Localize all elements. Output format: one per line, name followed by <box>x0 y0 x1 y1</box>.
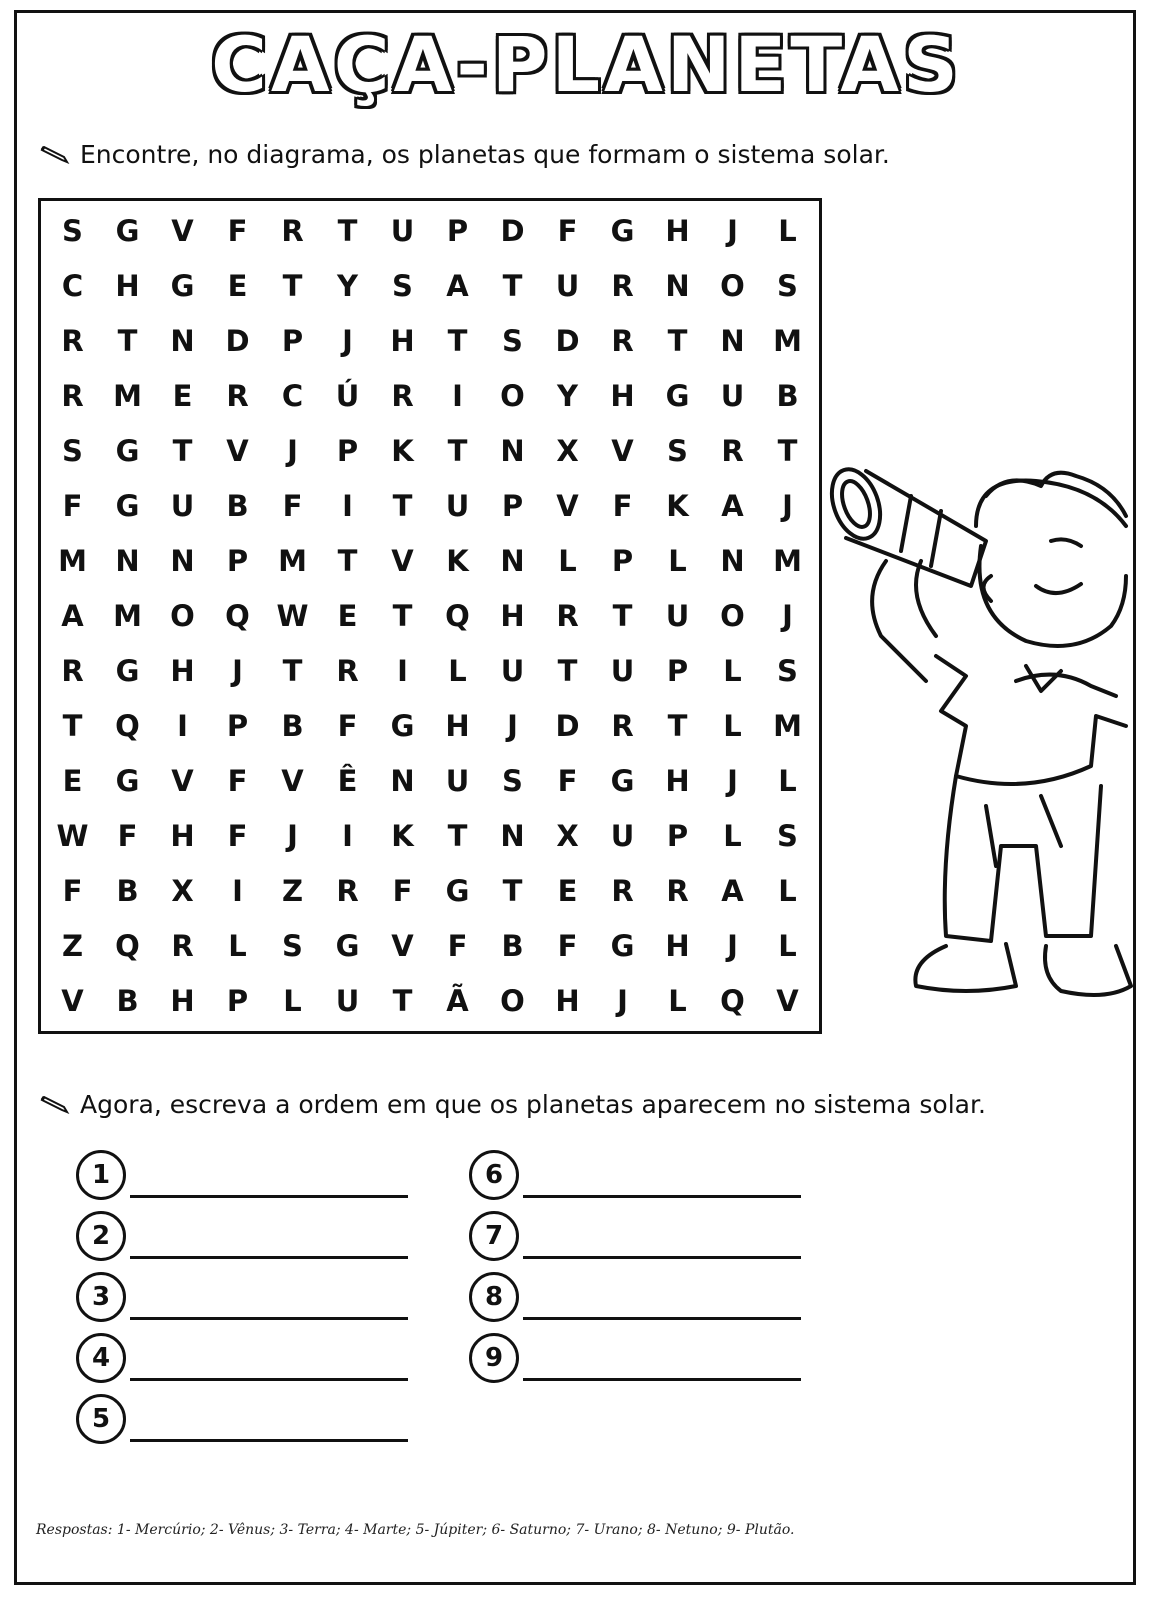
grid-letter[interactable]: V <box>776 984 799 1019</box>
grid-letter[interactable]: V <box>611 433 634 468</box>
grid-letter[interactable]: D <box>225 323 250 358</box>
grid-letter[interactable]: R <box>61 323 84 358</box>
grid-letter[interactable]: U <box>335 984 360 1019</box>
grid-letter[interactable]: G <box>610 929 635 964</box>
grid-letter[interactable]: O <box>500 984 525 1019</box>
grid-letter[interactable]: H <box>170 654 195 689</box>
grid-letter[interactable]: G <box>335 929 360 964</box>
grid-letter[interactable]: I <box>177 709 188 744</box>
grid-letter[interactable]: H <box>665 764 690 799</box>
grid-letter[interactable]: K <box>391 433 414 468</box>
grid-letter[interactable]: S <box>392 268 413 303</box>
grid-letter[interactable]: M <box>773 323 802 358</box>
grid-letter[interactable]: R <box>556 598 579 633</box>
grid-letter[interactable]: H <box>500 598 525 633</box>
grid-letter[interactable]: F <box>337 709 358 744</box>
grid-letter[interactable]: S <box>62 213 83 248</box>
boy-with-telescope-illustration <box>826 466 1136 1031</box>
grid-letter[interactable]: T <box>447 323 468 358</box>
answer-slot-8 <box>469 1272 801 1322</box>
answer-slot-4 <box>76 1333 408 1383</box>
grid-letter[interactable]: J <box>507 709 518 744</box>
grid-letter[interactable]: P <box>281 323 304 358</box>
grid-letter[interactable]: Q <box>445 598 470 633</box>
answer-line[interactable] <box>523 1256 801 1259</box>
grid-letter[interactable]: J <box>782 488 793 523</box>
grid-letter[interactable]: F <box>227 213 248 248</box>
grid-letter[interactable]: E <box>557 874 578 909</box>
grid-letter[interactable]: O <box>500 378 525 413</box>
grid-letter[interactable]: E <box>227 268 248 303</box>
grid-letter[interactable]: G <box>610 764 635 799</box>
grid-letter[interactable]: H <box>555 984 580 1019</box>
grid-letter[interactable]: C <box>61 268 84 303</box>
grid-letter[interactable]: A <box>721 488 744 523</box>
answer-line[interactable] <box>130 1439 408 1442</box>
grid-letter[interactable]: P <box>336 433 359 468</box>
grid-letter[interactable]: R <box>281 213 304 248</box>
grid-letter[interactable]: T <box>502 268 523 303</box>
grid-letter[interactable]: T <box>502 874 523 909</box>
grid-letter[interactable]: S <box>777 819 798 854</box>
grid-letter[interactable]: V <box>281 764 304 799</box>
grid-letter[interactable]: F <box>62 874 83 909</box>
grid-letter[interactable]: D <box>555 709 580 744</box>
grid-letter[interactable]: A <box>446 268 469 303</box>
grid-letter[interactable]: T <box>282 654 303 689</box>
grid-letter[interactable]: L <box>668 543 687 578</box>
grid-letter[interactable]: S <box>502 764 523 799</box>
grid-letter[interactable]: G <box>115 433 140 468</box>
grid-letter[interactable]: R <box>61 654 84 689</box>
grid-letter[interactable]: I <box>397 654 408 689</box>
answer-slot-1 <box>76 1150 408 1200</box>
grid-letter[interactable]: H <box>170 984 195 1019</box>
grid-letter[interactable]: H <box>390 323 415 358</box>
grid-letter[interactable]: U <box>555 268 580 303</box>
grid-letter[interactable]: T <box>172 433 193 468</box>
answer-slot-5 <box>76 1394 408 1444</box>
grid-letter[interactable]: N <box>170 323 195 358</box>
answer-number-badge: 8 <box>469 1272 519 1322</box>
grid-letter[interactable]: S <box>777 654 798 689</box>
answer-number-badge: 2 <box>76 1211 126 1261</box>
grid-letter[interactable]: U <box>500 654 525 689</box>
answer-number-badge: 4 <box>76 1333 126 1383</box>
grid-letter[interactable]: J <box>342 323 353 358</box>
grid-letter[interactable]: H <box>115 268 140 303</box>
grid-letter[interactable]: J <box>617 984 628 1019</box>
grid-letter[interactable]: R <box>171 929 194 964</box>
grid-letter[interactable]: T <box>117 323 138 358</box>
grid-letter[interactable]: K <box>446 543 469 578</box>
grid-letter[interactable]: G <box>115 488 140 523</box>
grid-letter[interactable]: I <box>452 378 463 413</box>
grid-letter[interactable]: F <box>557 764 578 799</box>
grid-letter[interactable]: J <box>287 433 298 468</box>
grid-letter[interactable]: E <box>172 378 193 413</box>
answer-slot-9 <box>469 1333 801 1383</box>
grid-letter[interactable]: Q <box>225 598 250 633</box>
instruction-order <box>40 1090 986 1119</box>
grid-letter[interactable]: Ê <box>337 764 358 799</box>
grid-letter[interactable]: S <box>62 433 83 468</box>
grid-letter[interactable]: P <box>226 984 249 1019</box>
grid-letter[interactable]: V <box>556 488 579 523</box>
answer-key-footer: Respostas: 1- Mercúrio; 2- Vênus; 3- Terra; 4- Marte; 5- Júpiter; 6- Saturno; 7- Urano; 8- Netuno; 9- Plutão. <box>36 1522 795 1538</box>
word-search-grid <box>38 198 822 1034</box>
grid-letter[interactable]: U <box>610 654 635 689</box>
grid-letter[interactable]: N <box>665 268 690 303</box>
grid-letter[interactable]: T <box>392 984 413 1019</box>
grid-letter[interactable]: L <box>723 654 742 689</box>
grid-letter[interactable]: S <box>502 323 523 358</box>
grid-letter[interactable]: B <box>226 488 249 523</box>
answer-number-badge: 3 <box>76 1272 126 1322</box>
grid-letter[interactable]: G <box>445 874 470 909</box>
page-title: CAÇA-PLANETAS <box>211 20 962 109</box>
grid-letter[interactable]: U <box>720 378 745 413</box>
grid-letter[interactable]: Q <box>115 929 140 964</box>
answer-slot-3 <box>76 1272 408 1322</box>
grid-letter[interactable]: A <box>721 874 744 909</box>
grid-letter[interactable]: V <box>226 433 249 468</box>
answer-line[interactable] <box>130 1317 408 1320</box>
grid-letter[interactable]: O <box>720 598 745 633</box>
grid-letter[interactable]: D <box>500 213 525 248</box>
grid-letter[interactable]: G <box>390 709 415 744</box>
grid-letter[interactable]: B <box>501 929 524 964</box>
grid-letter[interactable]: R <box>611 874 634 909</box>
grid-letter[interactable]: T <box>392 598 413 633</box>
instruction-find-text: Encontre, no diagrama, os planetas que formam o sistema solar. <box>80 140 890 169</box>
grid-letter[interactable]: L <box>723 819 742 854</box>
grid-letter[interactable]: L <box>778 764 797 799</box>
grid-letter[interactable]: E <box>62 764 83 799</box>
grid-letter[interactable]: V <box>171 213 194 248</box>
grid-letter[interactable]: N <box>720 543 745 578</box>
grid-letter[interactable]: U <box>390 213 415 248</box>
grid-letter[interactable]: L <box>668 984 687 1019</box>
grid-letter[interactable]: V <box>391 543 414 578</box>
answer-number-badge: 5 <box>76 1394 126 1444</box>
grid-letter[interactable]: P <box>666 819 689 854</box>
instruction-order-text: Agora, escreva a ordem em que os planetas aparecem no sistema solar. <box>80 1090 986 1119</box>
grid-letter[interactable]: T <box>667 323 688 358</box>
grid-letter[interactable]: R <box>666 874 689 909</box>
grid-letter[interactable]: F <box>282 488 303 523</box>
grid-letter[interactable]: I <box>232 874 243 909</box>
grid-letter[interactable]: S <box>282 929 303 964</box>
grid-letter[interactable]: G <box>115 764 140 799</box>
grid-letter[interactable]: F <box>557 929 578 964</box>
grid-letter[interactable]: U <box>170 488 195 523</box>
grid-letter[interactable]: J <box>782 598 793 633</box>
answer-slot-6 <box>469 1150 801 1200</box>
grid-letter[interactable]: V <box>61 984 84 1019</box>
grid-letter[interactable]: G <box>115 654 140 689</box>
grid-letter[interactable]: R <box>226 378 249 413</box>
grid-letter[interactable]: H <box>170 819 195 854</box>
grid-letter[interactable]: R <box>391 378 414 413</box>
grid-letter[interactable]: G <box>610 213 635 248</box>
grid-letter[interactable]: P <box>226 543 249 578</box>
grid-letter[interactable]: L <box>778 213 797 248</box>
grid-letter[interactable]: P <box>226 709 249 744</box>
grid-letter[interactable]: L <box>723 709 742 744</box>
grid-letter[interactable]: Z <box>281 874 304 909</box>
grid-letter[interactable]: L <box>283 984 302 1019</box>
grid-letter[interactable]: G <box>665 378 690 413</box>
grid-letter[interactable]: L <box>448 654 467 689</box>
grid-letter[interactable]: Y <box>337 268 358 303</box>
answer-number-badge: 1 <box>76 1150 126 1200</box>
grid-letter[interactable]: N <box>170 543 195 578</box>
grid-letter[interactable]: F <box>227 764 248 799</box>
grid-letter[interactable]: R <box>611 709 634 744</box>
grid-letter[interactable]: F <box>62 488 83 523</box>
grid-letter[interactable]: S <box>667 433 688 468</box>
grid-letter[interactable]: J <box>727 213 738 248</box>
grid-letter[interactable]: B <box>776 378 799 413</box>
grid-letter[interactable]: F <box>392 874 413 909</box>
grid-letter[interactable]: N <box>500 433 525 468</box>
answer-line[interactable] <box>523 1378 801 1381</box>
grid-letter[interactable]: H <box>445 709 470 744</box>
grid-letter[interactable]: Y <box>557 378 578 413</box>
grid-letter[interactable]: Q <box>115 709 140 744</box>
grid-letter[interactable]: J <box>287 819 298 854</box>
grid-letter[interactable]: P <box>611 543 634 578</box>
grid-letter[interactable]: L <box>778 874 797 909</box>
grid-letter[interactable]: X <box>556 819 579 854</box>
pencil-icon <box>40 1096 70 1114</box>
answer-line[interactable] <box>130 1195 408 1198</box>
grid-letter[interactable]: W <box>276 598 309 633</box>
answer-number-badge: 9 <box>469 1333 519 1383</box>
grid-letter[interactable]: M <box>113 598 142 633</box>
grid-letter[interactable]: F <box>447 929 468 964</box>
grid-letter[interactable]: U <box>610 819 635 854</box>
grid-letter[interactable]: R <box>336 654 359 689</box>
answer-line[interactable] <box>523 1317 801 1320</box>
grid-letter[interactable]: H <box>665 929 690 964</box>
grid-letter[interactable]: U <box>445 764 470 799</box>
grid-letter[interactable]: L <box>228 929 247 964</box>
grid-letter[interactable]: F <box>117 819 138 854</box>
grid-letter[interactable]: H <box>665 213 690 248</box>
grid-letter[interactable]: Z <box>61 929 84 964</box>
grid-letter[interactable]: P <box>666 654 689 689</box>
grid-letter[interactable]: B <box>116 874 139 909</box>
grid-letter[interactable]: L <box>778 929 797 964</box>
grid-letter[interactable]: H <box>610 378 635 413</box>
grid-letter[interactable]: D <box>555 323 580 358</box>
grid-letter[interactable]: X <box>556 433 579 468</box>
answer-slot-7 <box>469 1211 801 1261</box>
grid-letter[interactable]: B <box>116 984 139 1019</box>
grid-letter[interactable]: T <box>612 598 633 633</box>
grid-letter[interactable]: N <box>500 819 525 854</box>
grid-letter[interactable]: B <box>281 709 304 744</box>
grid-letter[interactable]: W <box>56 819 89 854</box>
grid-letter[interactable]: O <box>720 268 745 303</box>
grid-letter[interactable]: R <box>611 268 634 303</box>
grid-letter[interactable]: V <box>171 764 194 799</box>
grid-letter[interactable]: E <box>337 598 358 633</box>
grid-letter[interactable]: P <box>446 213 469 248</box>
grid-letter[interactable]: M <box>773 709 802 744</box>
grid-letter[interactable]: L <box>558 543 577 578</box>
grid-letter[interactable]: P <box>501 488 524 523</box>
pencil-icon <box>40 146 70 164</box>
grid-letter[interactable]: Ú <box>335 378 360 413</box>
grid-letter[interactable]: Q <box>720 984 745 1019</box>
grid-letter[interactable]: N <box>390 764 415 799</box>
grid-letter[interactable]: T <box>447 819 468 854</box>
grid-letter[interactable]: R <box>61 378 84 413</box>
grid-letter[interactable]: N <box>115 543 140 578</box>
grid-letter[interactable]: N <box>720 323 745 358</box>
instruction-find <box>40 140 890 169</box>
grid-letter[interactable]: I <box>342 819 353 854</box>
grid-letter[interactable]: V <box>391 929 414 964</box>
grid-letter[interactable]: S <box>777 268 798 303</box>
grid-letter[interactable]: U <box>665 598 690 633</box>
grid-letter[interactable]: M <box>773 543 802 578</box>
grid-letter[interactable]: J <box>727 764 738 799</box>
grid-letter[interactable]: T <box>447 433 468 468</box>
answer-line[interactable] <box>130 1378 408 1381</box>
grid-letter[interactable]: G <box>115 213 140 248</box>
grid-letter[interactable]: G <box>170 268 195 303</box>
grid-letter[interactable]: T <box>777 433 798 468</box>
answer-slot-2 <box>76 1211 408 1261</box>
grid-letter[interactable]: T <box>62 709 83 744</box>
answer-number-badge: 7 <box>469 1211 519 1261</box>
grid-letter[interactable]: R <box>721 433 744 468</box>
grid-letter[interactable]: U <box>445 488 470 523</box>
grid-letter[interactable]: T <box>557 654 578 689</box>
grid-letter[interactable]: T <box>392 488 413 523</box>
grid-letter[interactable]: Ã <box>446 984 469 1019</box>
grid-letter[interactable]: J <box>727 929 738 964</box>
grid-letter[interactable]: K <box>391 819 414 854</box>
grid-letter[interactable]: N <box>500 543 525 578</box>
grid-letter[interactable]: F <box>557 213 578 248</box>
grid-letter[interactable]: T <box>282 268 303 303</box>
grid-letter[interactable]: J <box>232 654 243 689</box>
answer-line[interactable] <box>523 1195 801 1198</box>
grid-letter[interactable]: I <box>342 488 353 523</box>
grid-letter[interactable]: A <box>61 598 84 633</box>
grid-letter[interactable]: M <box>113 378 142 413</box>
grid-letter[interactable]: T <box>667 709 688 744</box>
answer-number-badge: 6 <box>469 1150 519 1200</box>
grid-letter[interactable]: T <box>337 543 358 578</box>
answer-line[interactable] <box>130 1256 408 1259</box>
grid-letter[interactable]: X <box>171 874 194 909</box>
grid-letter[interactable]: C <box>281 378 304 413</box>
grid-letter[interactable]: F <box>612 488 633 523</box>
grid-letter[interactable]: K <box>666 488 689 523</box>
grid-letter[interactable]: F <box>227 819 248 854</box>
grid-letter[interactable]: M <box>58 543 87 578</box>
grid-letter[interactable]: R <box>611 323 634 358</box>
grid-letter[interactable]: O <box>170 598 195 633</box>
grid-letter[interactable]: T <box>337 213 358 248</box>
grid-letter[interactable]: M <box>278 543 307 578</box>
grid-letter[interactable]: R <box>336 874 359 909</box>
